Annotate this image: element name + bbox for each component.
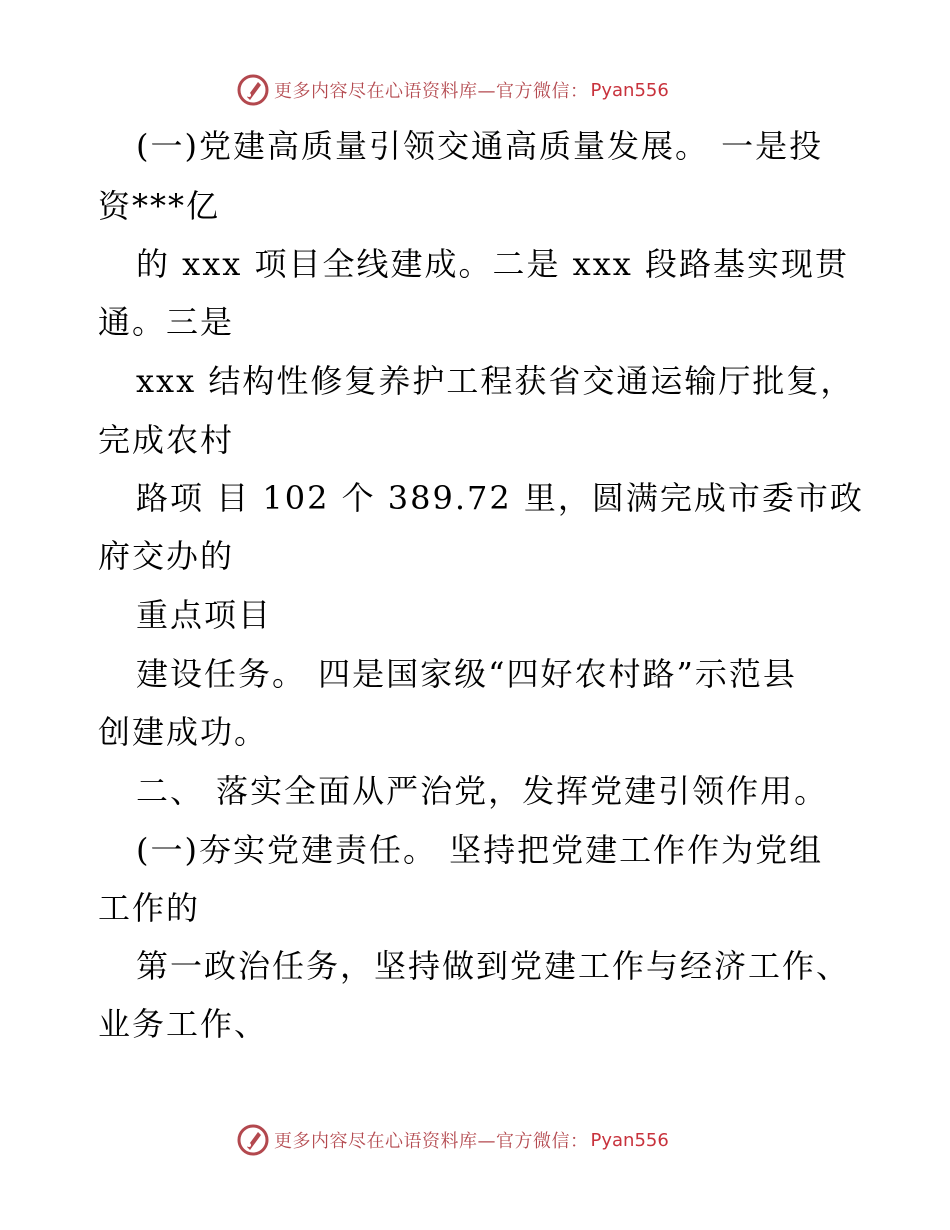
watermark-text: 更多内容尽在心语资料库—官方微信： <box>274 81 589 102</box>
paragraph-line: 第一政治任务，坚持做到党建工作与经济工作、 <box>136 947 851 985</box>
paragraph-line: 的 xxx 项目全线建成。二是 xxx 段路基实现贯 <box>136 245 849 283</box>
paragraph-line: xxx 结构性修复养护工程获省交通运输厅批复， <box>136 362 855 400</box>
paragraph-line: 路项 目 102 个 389.72 里，圆满完成市委市政 <box>136 479 864 517</box>
paragraph-line: 创建成功。 <box>98 713 269 751</box>
paragraph-line: 完成农村 <box>98 421 235 459</box>
watermark-wechat-id: Pyan556 <box>590 79 669 101</box>
paragraph-line: 工作的 <box>98 889 201 927</box>
pen-nib-logo-icon <box>236 1123 270 1157</box>
watermark-text: 更多内容尽在心语资料库—官方微信： <box>274 1131 589 1152</box>
paragraph-line: 业务工作、 <box>98 1005 269 1043</box>
paragraph-line: 府交办的 <box>98 537 235 575</box>
paragraph-line: (一)夯实党建责任。 坚持把党建工作作为党组 <box>136 831 824 869</box>
section-heading: 二、 落实全面从严治党，发挥党建引领作用。 <box>136 772 829 810</box>
paragraph-line: 重点项目 <box>136 596 273 634</box>
paragraph-line: 资***亿 <box>98 187 221 225</box>
paragraph-line: 建设任务。 四是国家级“四好农村路”示范县 <box>136 655 797 693</box>
watermark-wechat-id: Pyan556 <box>590 1129 669 1151</box>
footer-watermark <box>236 1122 669 1158</box>
pen-nib-logo-icon <box>236 73 270 107</box>
header-watermark <box>236 72 669 108</box>
paragraph-line: 通。三是 <box>98 303 235 341</box>
paragraph-line: (一)党建高质量引领交通高质量发展。 一是投 <box>136 127 824 165</box>
